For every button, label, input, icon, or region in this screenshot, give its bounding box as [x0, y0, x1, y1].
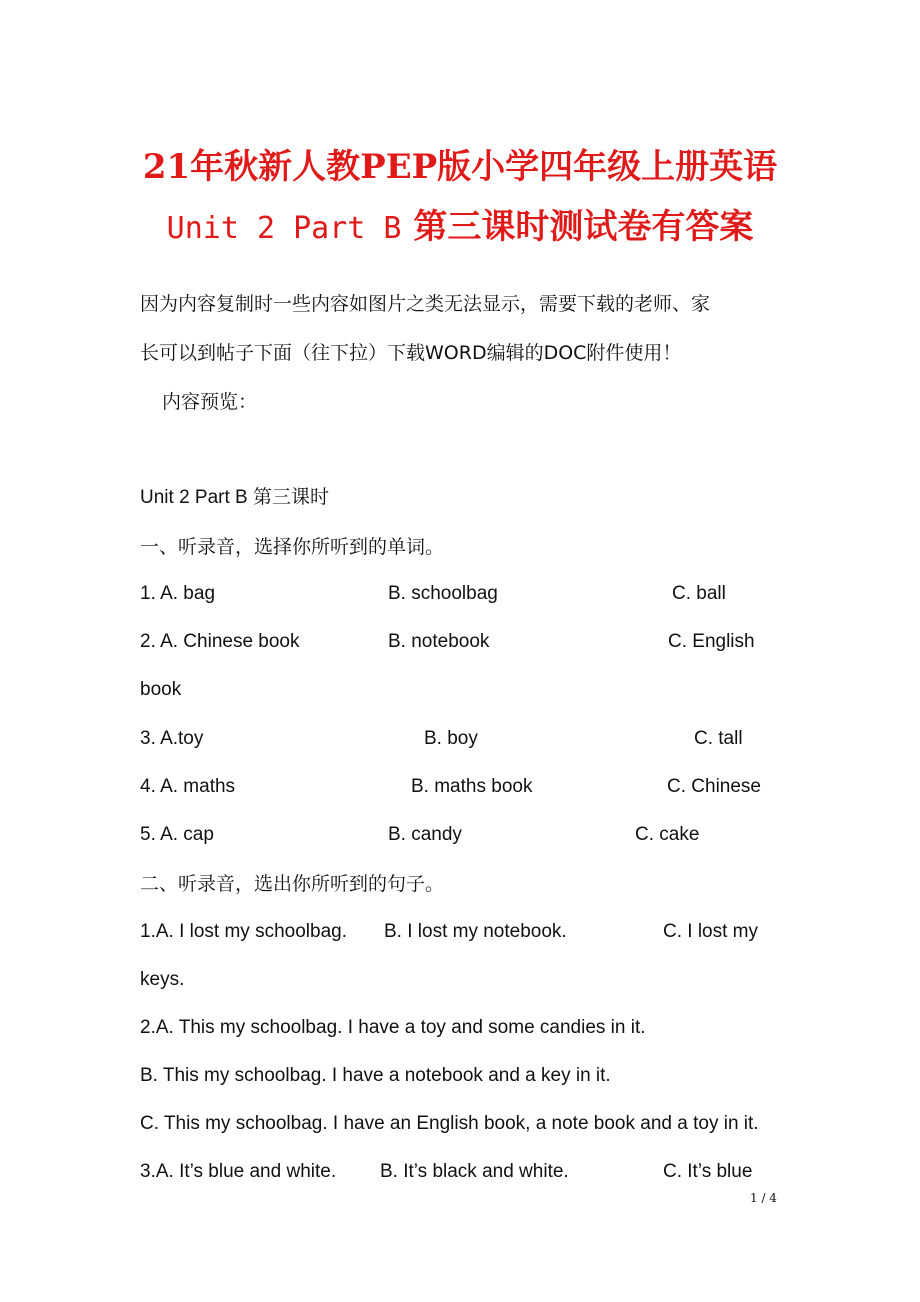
s2-q2-option-b: B. This my schoolbag. I have a notebook and a key in it. — [140, 1065, 611, 1086]
section1-heading: 一、听录音，选择你所听到的单词。 — [140, 536, 445, 558]
s2-q2-option-a: 2.A. This my schoolbag. I have a toy and some candies in it. — [140, 1017, 646, 1038]
s1-q2-option-b: B. notebook — [388, 631, 490, 652]
notice-line1: 因为内容复制时一些内容如图片之类无法显示，需要下载的老师、家 — [140, 293, 711, 315]
title-unit-part: Unit 2 Part B — [166, 211, 402, 246]
s1-q2-option-c-continued: book — [140, 679, 182, 700]
s2-q1-option-c-continued: keys. — [140, 969, 185, 990]
s1-q5-option-b: B. candy — [388, 824, 462, 845]
s2-q1-option-a: 1.A. I lost my schoolbag. — [140, 921, 347, 942]
notice-line2: 长可以到帖子下面（往下拉）下载WORD编辑的DOC附件使用！ — [140, 342, 682, 364]
s1-q5-option-c: C. cake — [635, 824, 700, 845]
document-title-line1: 21年秋新人教PEP版小学四年级上册英语 — [142, 147, 778, 187]
s2-q2-option-c: C. This my schoolbag. I have an English book, a note book and a toy in it. — [140, 1113, 759, 1134]
page-number: 1 / 4 — [750, 1191, 777, 1205]
preview-label: 内容预览： — [162, 391, 258, 413]
s2-q3-option-c: C. It’s blue — [663, 1161, 753, 1182]
s1-q2-option-a: 2. A. Chinese book — [140, 631, 300, 652]
s1-q3-option-c: C. tall — [694, 728, 743, 749]
unit-heading: Unit 2 Part B 第三课时 — [140, 487, 329, 508]
s2-q1-option-c: C. I lost my — [663, 921, 759, 942]
s2-q3-option-b: B. It’s black and white. — [380, 1161, 569, 1182]
section2-heading: 二、听录音，选出你所听到的句子。 — [140, 873, 445, 895]
s2-q3-option-a: 3.A. It’s blue and white. — [140, 1161, 337, 1182]
s1-q5-option-a: 5. A. cap — [140, 824, 214, 845]
s1-q2-option-c: C. English — [668, 631, 755, 652]
s1-q1-option-b: B. schoolbag — [388, 583, 498, 604]
s1-q3-option-b: B. boy — [424, 728, 478, 749]
s2-q1-option-b: B. I lost my notebook. — [384, 921, 567, 942]
s1-q4-option-a: 4. A. maths — [140, 776, 236, 797]
document-title-line2 — [0, 207, 920, 249]
s1-q4-option-b: B. maths book — [411, 776, 533, 797]
s1-q3-option-a: 3. A.toy — [140, 728, 204, 749]
s1-q4-option-c: C. Chinese — [667, 776, 761, 797]
s1-q1-option-a: 1. A. bag — [140, 583, 216, 604]
s1-q1-option-c: C. ball — [672, 583, 726, 604]
title-subtitle: 第三课时测试卷有答案 — [413, 207, 754, 247]
